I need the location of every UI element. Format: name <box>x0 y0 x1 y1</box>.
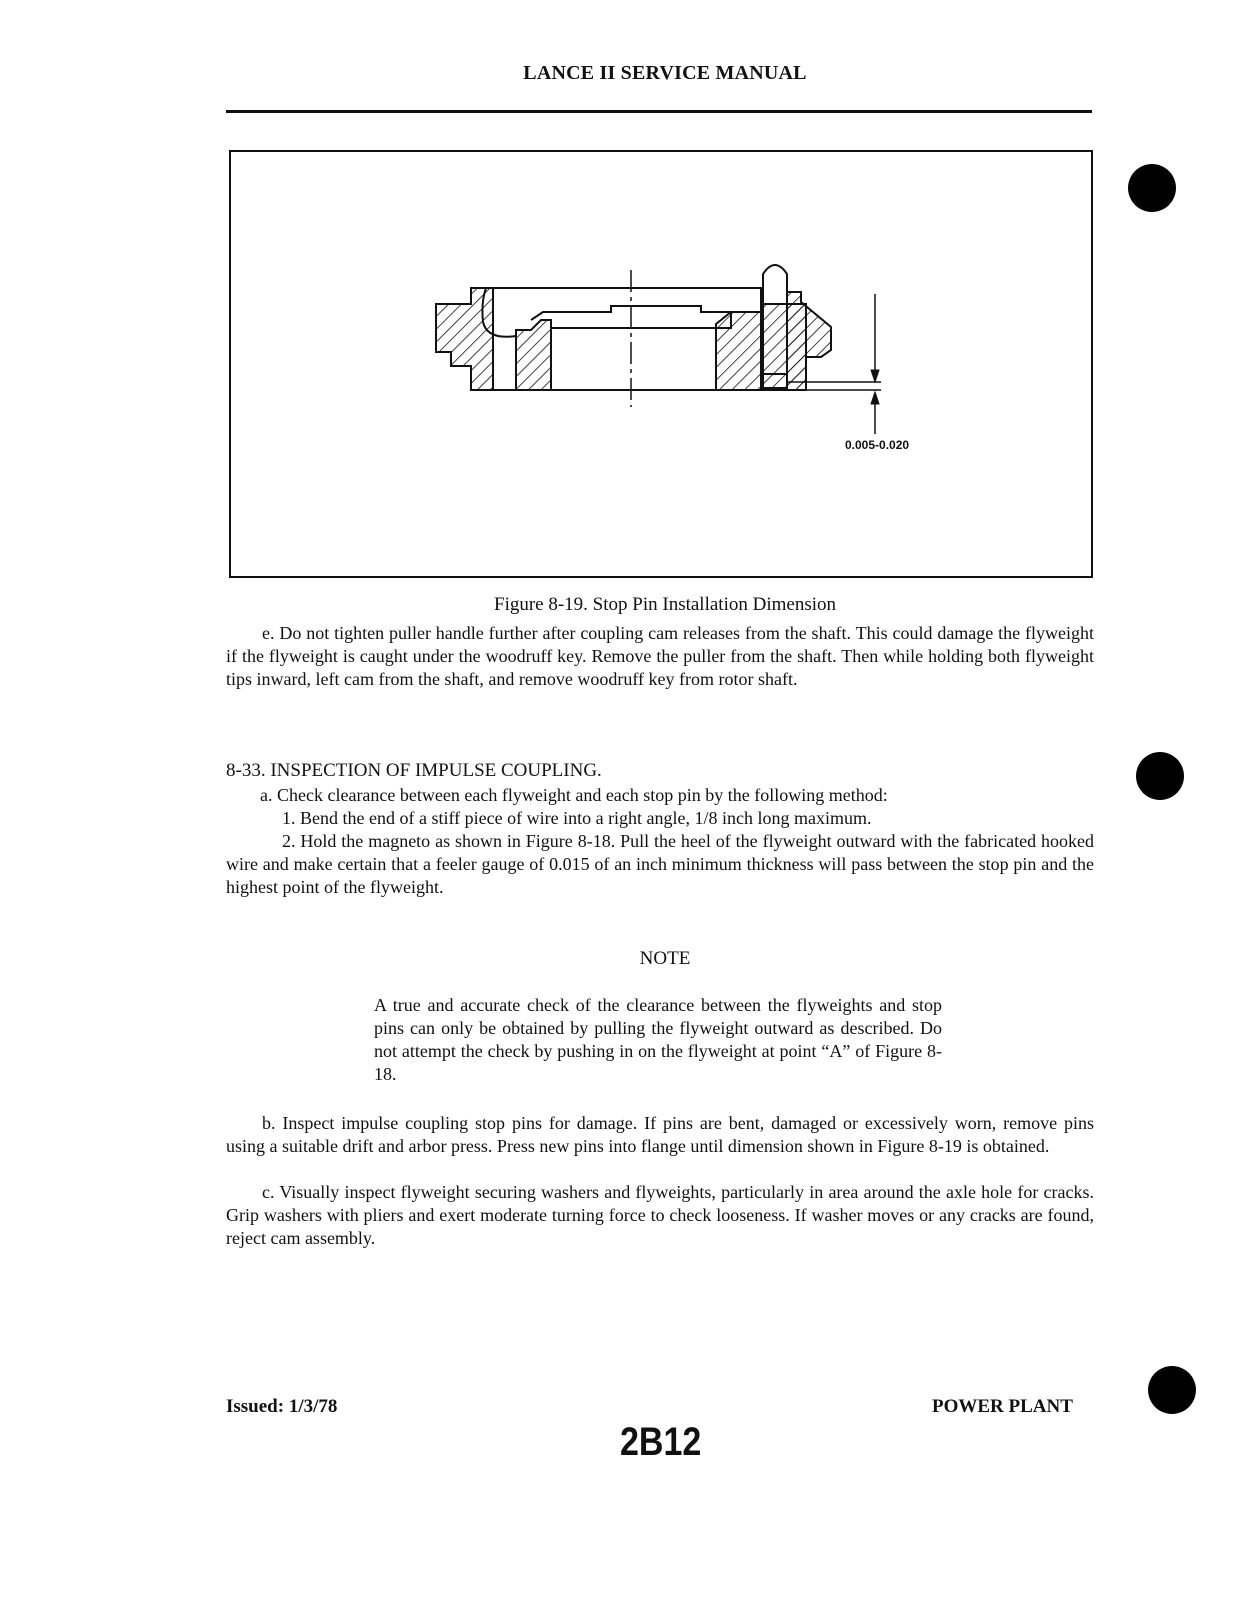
page-code: 2B12 <box>620 1420 702 1464</box>
step-a1-text: 1. Bend the end of a stiff piece of wire into a right angle, 1/8 inch long maximum. <box>282 808 872 828</box>
figure-caption: Figure 8-19. Stop Pin Installation Dimension <box>494 594 836 615</box>
left-flange-section <box>436 288 493 390</box>
step-a1 <box>226 807 1094 830</box>
bore-outline <box>551 328 716 390</box>
note-body: A true and accurate check of the clearance between the flyweights and stop pins can only be obtained by pulling the flyweight outward as described. Do not attempt the check by pushing in on the flyweight at point “A” of Figure 8-18. <box>374 995 942 1084</box>
hub-top-line <box>493 288 761 304</box>
paragraph-e <box>226 622 1094 691</box>
figure-8-19-frame <box>229 150 1093 578</box>
paragraph-b <box>226 1112 1094 1158</box>
page-header-title: LANCE II SERVICE MANUAL <box>523 62 807 84</box>
paragraph-b-text: b. Inspect impulse coupling stop pins for damage. If pins are bent, damaged or excessively worn, remove pins using a suitable drift and arbor press. Press new pins into flange until dimension shown in Figure 8-19 is obtained. <box>226 1113 1094 1156</box>
binder-hole-middle <box>1136 752 1184 800</box>
paragraph-c-text: c. Visually inspect flyweight securing washers and flyweights, particularly in area around the axle hole for cracks. Grip washers with pliers and exert moderate turning force to check looseness. If washer moves or any cracks are found, reject cam assembly. <box>226 1182 1094 1248</box>
binder-hole-bottom <box>1148 1366 1196 1414</box>
paragraph-e-text: e. Do not tighten puller handle further after coupling cam releases from the shaft. This could damage the flyweight if the flyweight is caught under the woodruff key. Remove the puller from the shaft. Then while holding both flyweight tips inward, left cam from the shaft, and remove woodruff key from rotor shaft. <box>226 623 1094 689</box>
issued-date: Issued: 1/3/78 <box>226 1396 338 1417</box>
binder-hole-top <box>1128 164 1176 212</box>
right-outer-flange <box>787 292 831 390</box>
right-inner-section <box>716 312 761 390</box>
dimension-arrow-down <box>871 370 879 382</box>
step-a-text: a. Check clearance between each flyweight and each stop pin by the following method: <box>260 785 888 805</box>
note-title: NOTE <box>639 948 691 969</box>
dimension-arrow-up <box>871 392 879 404</box>
step-a2 <box>226 830 1094 899</box>
step-a <box>226 784 1094 807</box>
step-a2-text: 2. Hold the magneto as shown in Figure 8-18. Pull the heel of the flyweight outward with the fabricated hooked wire and make certain that a feeler gauge of 0.015 of an inch minimum thickness will pass between the stop pin and the highest point of the flyweight. <box>226 831 1094 897</box>
dimension-label: 0.005-0.020 <box>845 438 910 452</box>
header-rule <box>226 110 1092 113</box>
left-inner-section <box>516 320 551 390</box>
section-name: POWER PLANT <box>932 1396 1073 1417</box>
section-heading: 8-33. INSPECTION OF IMPULSE COUPLING. <box>226 760 602 781</box>
stop-pin-diagram <box>231 152 1091 576</box>
paragraph-c <box>226 1181 1094 1250</box>
